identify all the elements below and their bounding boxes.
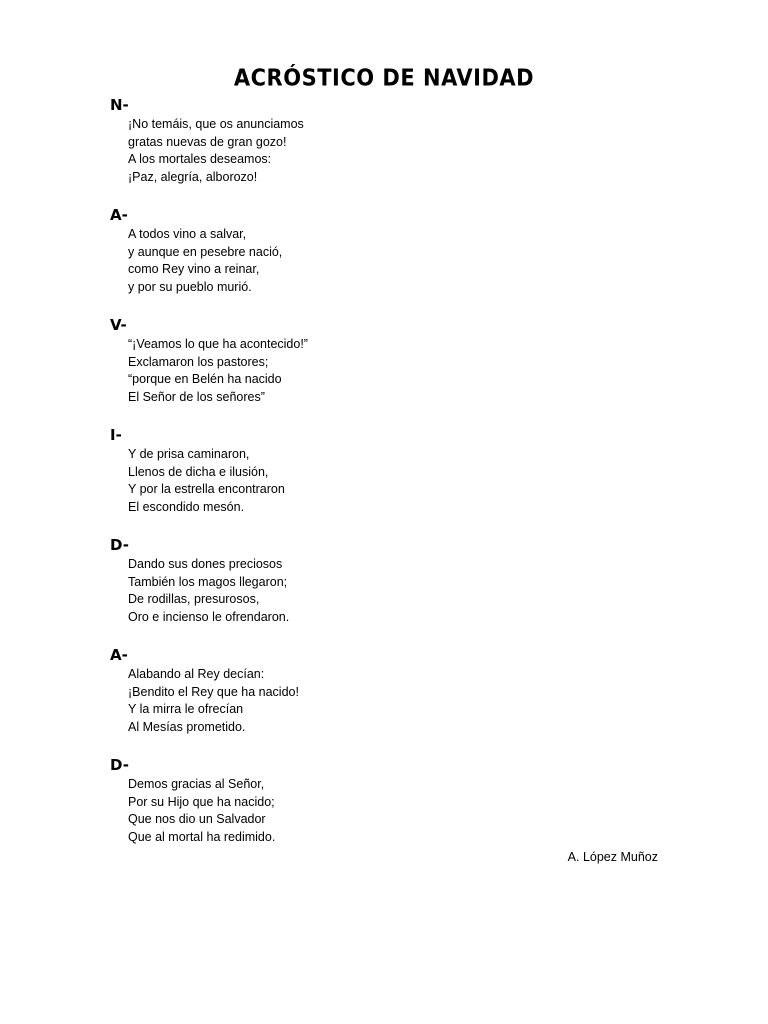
stanza-v <box>110 316 670 406</box>
verse-line: Demos gracias al Señor, <box>128 777 265 791</box>
verse-line: Que nos dio un Salvador <box>128 812 266 827</box>
stanza-i <box>110 426 670 516</box>
verse-line: El escondido mesón. <box>128 500 245 515</box>
verse-line: Exclamaron los pastores; <box>128 354 269 369</box>
stanza-d <box>110 536 670 626</box>
verse-line: y por su pueblo murió. <box>128 280 252 295</box>
stanza-a <box>110 206 670 296</box>
verse-line: como Rey vino a reinar, <box>128 262 260 277</box>
verse-line: “¡Veamos lo que ha acontecido!” <box>128 337 308 351</box>
verse-line: Y por la estrella encontraron <box>128 482 285 497</box>
verse-line: ¡Paz, alegría, alborozo! <box>128 170 258 185</box>
stanza-letter: D- <box>110 756 129 774</box>
stanza-n <box>110 96 670 186</box>
stanza-letter: A- <box>110 206 128 224</box>
verse-line: “porque en Belén ha nacido <box>128 372 282 387</box>
verse-line: Y la mirra le ofrecían <box>128 702 244 717</box>
verse-line: El Señor de los señores” <box>128 390 265 405</box>
verse-line: y aunque en pesebre nació, <box>128 244 283 259</box>
stanza-a-second <box>110 646 670 736</box>
verse-line: A los mortales deseamos: <box>128 152 272 167</box>
verse-line: Y de prisa caminaron, <box>128 447 250 461</box>
verse-line: Por su Hijo que ha nacido; <box>128 794 275 809</box>
poem-title: ACRÓSTICO DE NAVIDAD <box>233 65 535 91</box>
stanza-letter: I- <box>110 426 122 444</box>
stanza-letter: A- <box>110 646 128 664</box>
stanza-letter: D- <box>110 536 129 554</box>
verse-line: Alabando al Rey decían: <box>128 667 265 681</box>
verse-line: Oro e incienso le ofrendaron. <box>128 610 290 625</box>
stanza-letter: N- <box>110 96 129 114</box>
verse-line: Al Mesías prometido. <box>128 720 246 735</box>
verse-line: Que al mortal ha redimido. <box>128 830 276 845</box>
stanza-letter: V- <box>110 316 127 334</box>
verse-line: ¡Bendito el Rey que ha nacido! <box>128 684 299 699</box>
poem-body <box>110 96 670 866</box>
verse-line: Llenos de dicha e ilusión, <box>128 464 269 479</box>
verse-line: gratas nuevas de gran gozo! <box>128 134 287 149</box>
author-signature: A. López Muñoz <box>567 850 658 864</box>
verse-line: También los magos llegaron; <box>128 574 288 589</box>
verse-line: A todos vino a salvar, <box>128 227 247 241</box>
verse-line: ¡No temáis, que os anunciamos <box>128 117 304 131</box>
verse-line: Dando sus dones preciosos <box>128 557 283 571</box>
verse-line: De rodillas, presurosos, <box>128 592 260 607</box>
stanza-d-second <box>110 756 670 846</box>
